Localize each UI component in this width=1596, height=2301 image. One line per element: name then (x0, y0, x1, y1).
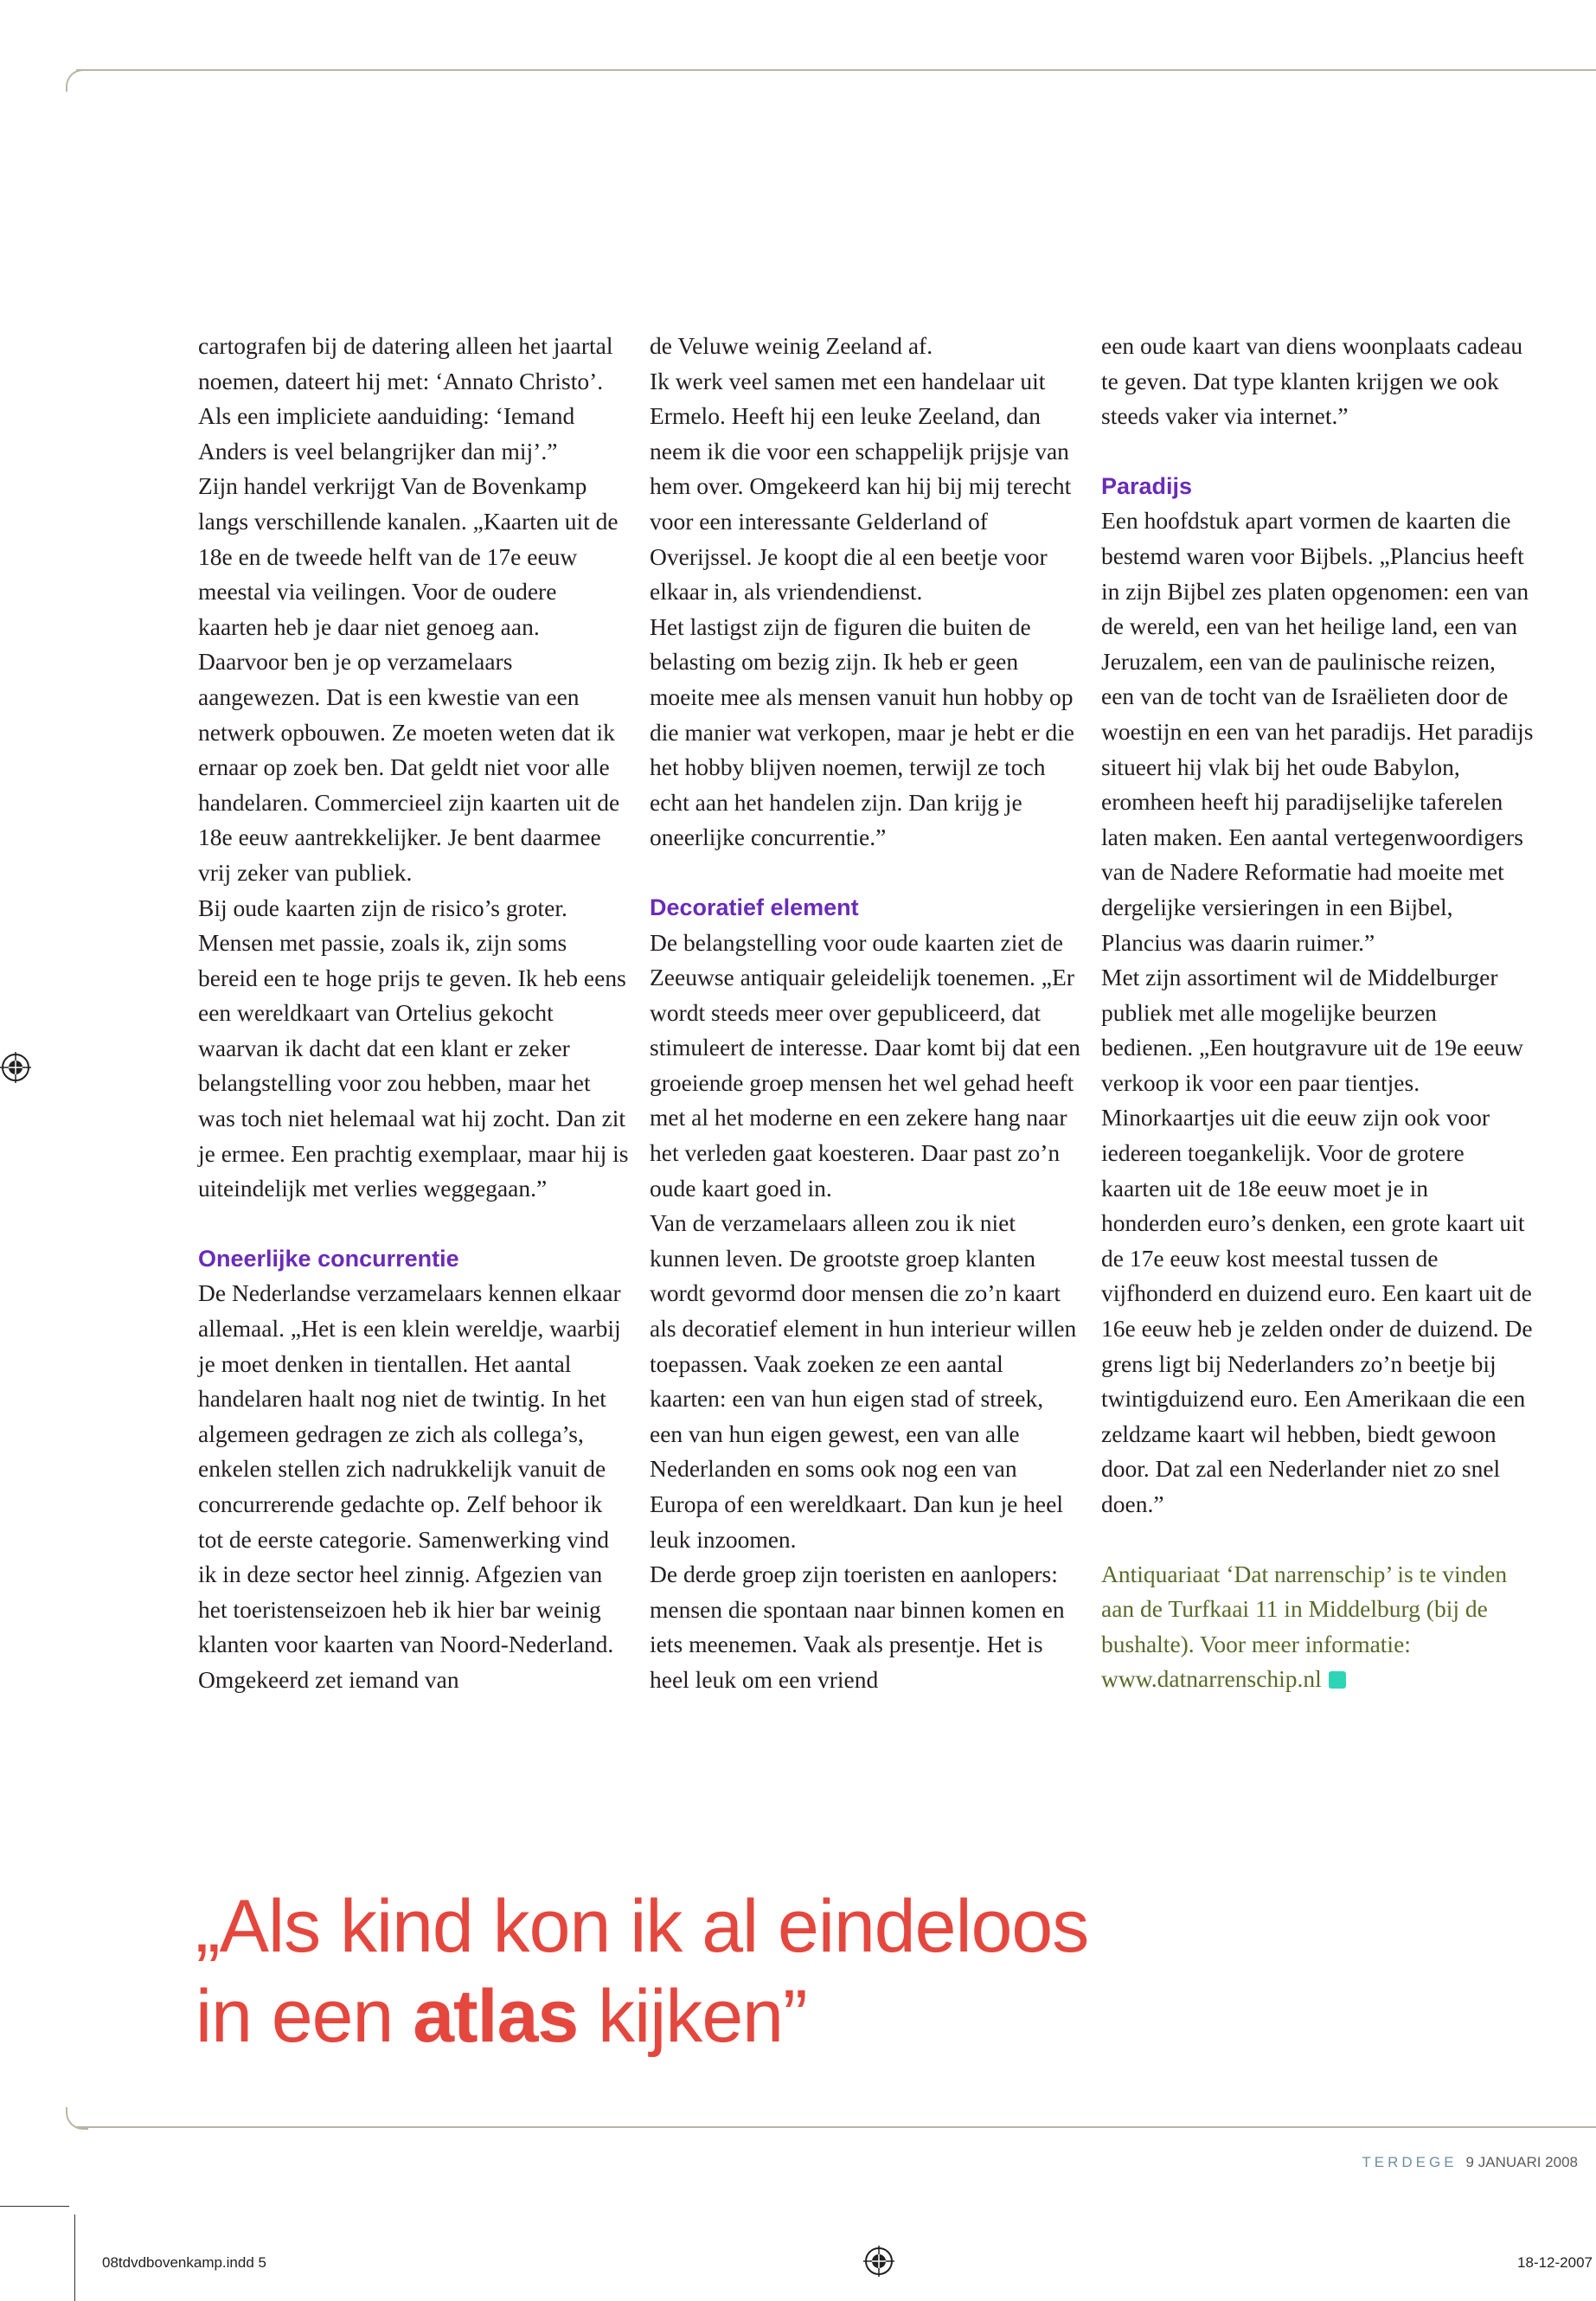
pull-quote-line-2 (195, 1971, 1147, 2061)
section-heading: Decoratief element (650, 894, 859, 920)
pull-quote-line-1: „Als kind kon ik al eindeloos (195, 1885, 1089, 1968)
paragraph: de Veluwe weinig Zeeland af. (650, 332, 933, 359)
print-date-slug: 18-12-2007 (1517, 2254, 1593, 2271)
paragraph: De Nederlandse verzamelaars kennen elkaar allemaal. „Het is een klein wereldje, waarbij je moet denken in tientallen. Het aantal handelaren haalt nog niet de twintig. In het algemeen gedragen ze zich als collega’s, enkelen stellen zich nadrukkelijk vanuit de concurrerende gedachte op. Zelf behoor ik tot de eerste categorie. Samenwerking vind ik in deze sector heel zinnig. Afgezien van het toeristenseizoen heb ik hier bar weinig klanten voor kaarten van Noord-Nederland. Omgekeerd zet iemand van (198, 1279, 621, 1693)
top-rule (76, 69, 1596, 71)
file-slug: 08tdvdbovenkamp.indd 5 (102, 2254, 266, 2271)
paragraph: Van de verzamelaars alleen zou ik niet kunnen leven. De grootste groep klanten wordt gevormd door mensen die zo’n kaart als decoratief element in hun interieur willen toepassen. Vaak zoeken ze een aantal kaarten: een van hun eigen stad of streek, een van hun eigen gewest, een van alle Nederlanden en soms ook nog een van Europa of een wereldkaart. Dan kun je heel leuk inzoomen. (650, 1209, 1077, 1553)
section-heading: Paradijs (1101, 472, 1193, 499)
info-box (1101, 1557, 1534, 1697)
crop-mark (74, 2214, 75, 2301)
paragraph: cartografen bij de datering alleen het jaartal noemen, dateert hij met: ‘Annato Christo’. Als een impliciete aanduiding: ‘Iemand Anders is veel belangrijker dan mij’.” (198, 332, 613, 465)
paragraph: De belangstelling voor oude kaarten ziet de Zeeuwse antiquair geleidelijk toenemen. „Er wordt steeds meer over gepubliceerd, dat stimuleert de interesse. Daar komt bij dat een groeiende groep mensen het wel gehad heeft met al het moderne en een zekere hang naar het verleden gaat koesteren. Daar past zo’n oude kaart goed in. (650, 928, 1080, 1202)
end-mark-icon (1329, 1671, 1346, 1689)
pull-quote (195, 1881, 1147, 2061)
magazine-name: TERDEGE (1362, 2154, 1458, 2170)
registration-mark-icon (0, 1052, 31, 1083)
page-footer (0, 2154, 1596, 2171)
pull-quote-emphasis: atlas (413, 1975, 579, 2058)
pull-quote-text: kijken” (578, 1975, 807, 2058)
pull-quote-text: in een (195, 1975, 413, 2058)
paragraph: een oude kaart van diens woonplaats cadeau te geven. Dat type klanten krijgen we ook steeds vaker via internet.” (1101, 332, 1523, 430)
paragraph: Zijn handel verkrijgt Van de Bovenkamp langs verschillende kanalen. „Kaarten uit de 18e en de tweede helft van de 17e eeuw meestal via veilingen. Voor de oudere kaarten heb je daar niet genoeg aan. Daarvoor ben je op verzamelaars aangewezen. Dat is een kwestie van een netwerk opbouwen. Ze moeten weten dat ik ernaar op zoek ben. Dat geldt niet voor alle handelaren. Commercieel zijn kaarten uit de 18e eeuw aantrekkelijker. Je bent daarmee vrij zeker van publiek. (198, 472, 620, 886)
paragraph: Het lastigst zijn de figuren die buiten de belasting om bezig zijn. Ik heb er geen moeite mee als mensen vanuit hun hobby op die manier wat verkopen, maar je hebt er die het hobby blijven noemen, terwijl ze toch echt aan het handelen zijn. Dan krijg je oneerlijke concurrentie.” (650, 612, 1074, 851)
column-2 (650, 329, 1082, 1698)
paragraph: Ik werk veel samen met een handelaar uit Ermelo. Heeft hij een leuke Zeeland, dan neem ik die voor een schappelijk prijsje van hem over. Omgekeerd kan hij bij mij terecht voor een interessante Gelderland of Overijssel. Je koopt die al een beetje voor elkaar in, als vriendendienst. (650, 367, 1072, 606)
paragraph: Een hoofdstuk apart vormen de kaarten die bestemd waren voor Bijbels. „Plancius heeft in zijn Bijbel zes platen opgenomen: een van de wereld, een van het heilige land, een van Jeruzalem, een van de paulinische reizen, een van de tocht van de Israëlieten door de woestijn en een van het paradijs. Het paradijs situeert hij vlak bij het oude Babylon, eromheen heeft hij paradijselijke taferelen laten maken. Een aantal vertegenwoordigers van de Nadere Reformatie had moeite met dergelijke versieringen in een Bijbel, Plancius was daarin ruimer.” (1101, 507, 1534, 956)
registration-mark-icon (863, 2246, 894, 2277)
issue-date: 9 JANUARI 2008 (1465, 2154, 1578, 2170)
paragraph: Bij oude kaarten zijn de risico’s groter. Mensen met passie, zoals ik, zijn soms bereid een te hoge prijs te geven. Ik heb eens een wereldkaart van Ortelius gekocht waarvan ik dacht dat een klant er zeker belangstelling voor zou hebben, maar het was toch niet helemaal wat hij zocht. Dan zit je ermee. Een prachtig exemplaar, maar hij is uiteindelijk met verlies weggegaan.” (198, 894, 629, 1202)
info-text: Antiquariaat ‘Dat narrenschip’ is te vinden aan de Turfkaai 11 in Middelburg (bij de bushalte). Voor meer informatie: www.datnarrenschip.nl (1101, 1560, 1508, 1693)
bottom-rule (76, 2126, 1596, 2128)
column-1 (198, 329, 631, 1698)
column-3 (1101, 329, 1534, 1697)
crop-mark (0, 2206, 69, 2207)
section-heading: Oneerlijke concurrentie (198, 1245, 459, 1272)
paragraph: Met zijn assortiment wil de Middelburger publiek met alle mogelijke beurzen bedienen. „Een houtgravure uit de 19e eeuw verkoop ik voor een paar tientjes. Minorkaartjes uit die eeuw zijn ook voor iedereen toegankelijk. Voor de grotere kaarten uit de 18e eeuw moet je in honderden euro’s denken, een grote kaart uit de 17e eeuw kost meestal tussen de vijfhonderd en duizend euro. Een kaart uit de 16e eeuw heb je zelden onder de duizend. De grens ligt bij Nederlanders zo’n beetje bij twintigduizend euro. Een Amerikaan die een zeldzame kaart wil hebben, biedt gewoon door. Dat zal een Nederlander niet zo snel doen.” (1101, 964, 1533, 1517)
paragraph: De derde groep zijn toeristen en aanlopers: mensen die spontaan naar binnen komen en iets meenemen. Vaak als presentje. Het is heel leuk om een vriend (650, 1561, 1065, 1693)
